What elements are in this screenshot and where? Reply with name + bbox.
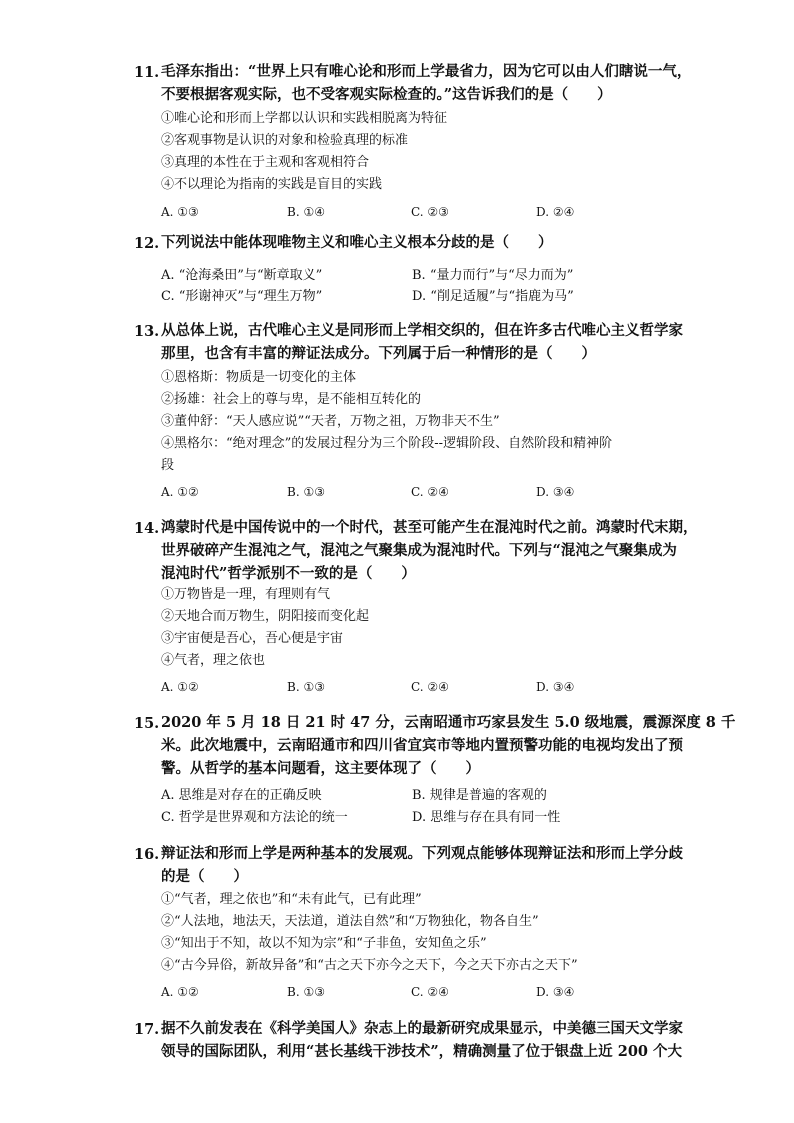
choice-c: C. “形谢神灭”与“理生万物” (161, 289, 323, 304)
question-stem-line: 米。此次地震中，云南昭通市和四川省宜宾市等地内置预警功能的电视均发出了预 (161, 737, 683, 754)
choice-b: B. ①④ (287, 205, 325, 219)
choice-d: D. ③④ (536, 985, 575, 999)
choice-d: D. ②④ (536, 205, 575, 219)
choice-c: C. ②④ (411, 680, 449, 694)
statement-item: ①唯心论和形而上学都以认识和实践相脱离为特征 (161, 111, 448, 126)
question-number: 12. (134, 235, 160, 252)
choice-b: B. ①③ (287, 985, 325, 999)
statement-item: ④气者，理之依也 (161, 653, 266, 668)
choice-b: B. “量力而行”与“尽力而为” (412, 268, 574, 283)
choice-a: A. “沧海桑田”与“断章取义” (161, 268, 323, 283)
question-stem-line: 世界破碎产生混沌之气，混沌之气聚集成为混沌时代。下列与“混沌之气聚集成为 (161, 542, 677, 559)
choice-c: C. 哲学是世界观和方法论的统一 (161, 810, 348, 825)
question-stem-line: 不要根据客观实际，也不受客观实际检查的。”这告诉我们的是（ ） (161, 86, 612, 103)
choice-a: A. ①② (161, 485, 199, 499)
statement-item-continued: 段 (161, 458, 175, 473)
choice-c: C. ②④ (411, 485, 449, 499)
choice-d: D. ③④ (536, 680, 575, 694)
question-stem-line: 的是（ ） (161, 868, 248, 885)
statement-item: ②扬雄：社会上的尊与卑，是不能相互转化的 (161, 392, 422, 407)
choice-c: C. ②④ (411, 985, 449, 999)
statement-item: ①“气者，理之依也”和“未有此气，已有此理” (161, 892, 422, 907)
question-number: 15. (134, 715, 160, 732)
question-stem-line: 鸿蒙时代是中国传说中的一个时代，甚至可能产生在混沌时代之前。鸿蒙时代末期， (161, 519, 698, 536)
choice-d: D. ③④ (536, 485, 575, 499)
choice-a: A. ①② (161, 985, 199, 999)
statement-item: ④不以理论为指南的实践是盲目的实践 (161, 177, 383, 192)
choice-a: A. ①② (161, 680, 199, 694)
statement-item: ③宇宙便是吾心，吾心便是宇宙 (161, 631, 344, 646)
choice-a: A. ①③ (161, 205, 199, 219)
question-number: 13. (134, 323, 160, 340)
choice-b: B. ①③ (287, 680, 325, 694)
choice-a: A. 思维是对存在的正确反映 (161, 788, 322, 803)
statement-item: ③真理的本性在于主观和客观相符合 (161, 155, 370, 170)
question-stem-line: 那里，也含有丰富的辩证法成分。下列属于后一种情形的是（ ） (161, 345, 596, 362)
question-stem-line: 混沌时代”哲学派别不一致的是（ ） (161, 565, 416, 582)
question-number: 17. (134, 1021, 160, 1038)
statement-item: ③董仲舒：“天人感应说”“天者，万物之祖，万物非天不生” (161, 414, 500, 429)
question-stem-line: 毛泽东指出：“世界上只有唯心论和形而上学最省力，因为它可以由人们瞎说一气， (161, 63, 692, 80)
question-stem-line: 据不久前发表在《科学美国人》杂志上的最新研究成果显示，中美德三国天文学家 (161, 1020, 683, 1037)
statement-item: ④黑格尔：“绝对理念”的发展过程分为三个阶段--逻辑阶段、自然阶段和精神阶 (161, 436, 613, 451)
statement-item: ②“人法地，地法天，天法道，道法自然”和“万物独化，物各自生” (161, 914, 539, 929)
choice-d: D. 思维与存在具有同一性 (412, 810, 561, 825)
question-number: 11. (134, 64, 160, 81)
choice-d: D. “削足适履”与“指鹿为马” (412, 289, 574, 304)
question-stem-line: 2020 年 5 月 18 日 21 时 47 分，云南昭通市巧家县发生 5.0 级地震，震源深度 8 千 (161, 714, 736, 731)
choice-b: B. ①③ (287, 485, 325, 499)
question-stem-line: 领导的国际团队，利用“甚长基线干涉技术”，精确测量了位于银盘上近 200 个大 (161, 1043, 683, 1060)
choice-b: B. 规律是普遍的客观的 (412, 788, 547, 803)
statement-item: ④“古今异俗，新故异备”和“古之天下亦今之天下，今之天下亦古之天下” (161, 958, 578, 973)
statement-item: ①恩格斯：物质是一切变化的主体 (161, 370, 357, 385)
statement-item: ③“知出于不知，故以不知为宗”和“子非鱼，安知鱼之乐” (161, 936, 487, 951)
statement-item: ②客观事物是认识的对象和检验真理的标准 (161, 133, 409, 148)
question-stem-line: 警。从哲学的基本问题看，这主要体现了（ ） (161, 760, 480, 777)
statement-item: ①万物皆是一理，有理则有气 (161, 587, 331, 602)
question-number: 16. (134, 846, 160, 863)
statement-item: ②天地合而万物生，阴阳接而变化起 (161, 609, 370, 624)
question-number: 14. (134, 520, 160, 537)
question-stem-line: 辩证法和形而上学是两种基本的发展观。下列观点能够体现辩证法和形而上学分歧 (161, 845, 683, 862)
choice-c: C. ②③ (411, 205, 449, 219)
question-stem-line: 下列说法中能体现唯物主义和唯心主义根本分歧的是（ ） (161, 234, 553, 251)
question-stem-line: 从总体上说，古代唯心主义是同形而上学相交织的，但在许多古代唯心主义哲学家 (161, 322, 683, 339)
